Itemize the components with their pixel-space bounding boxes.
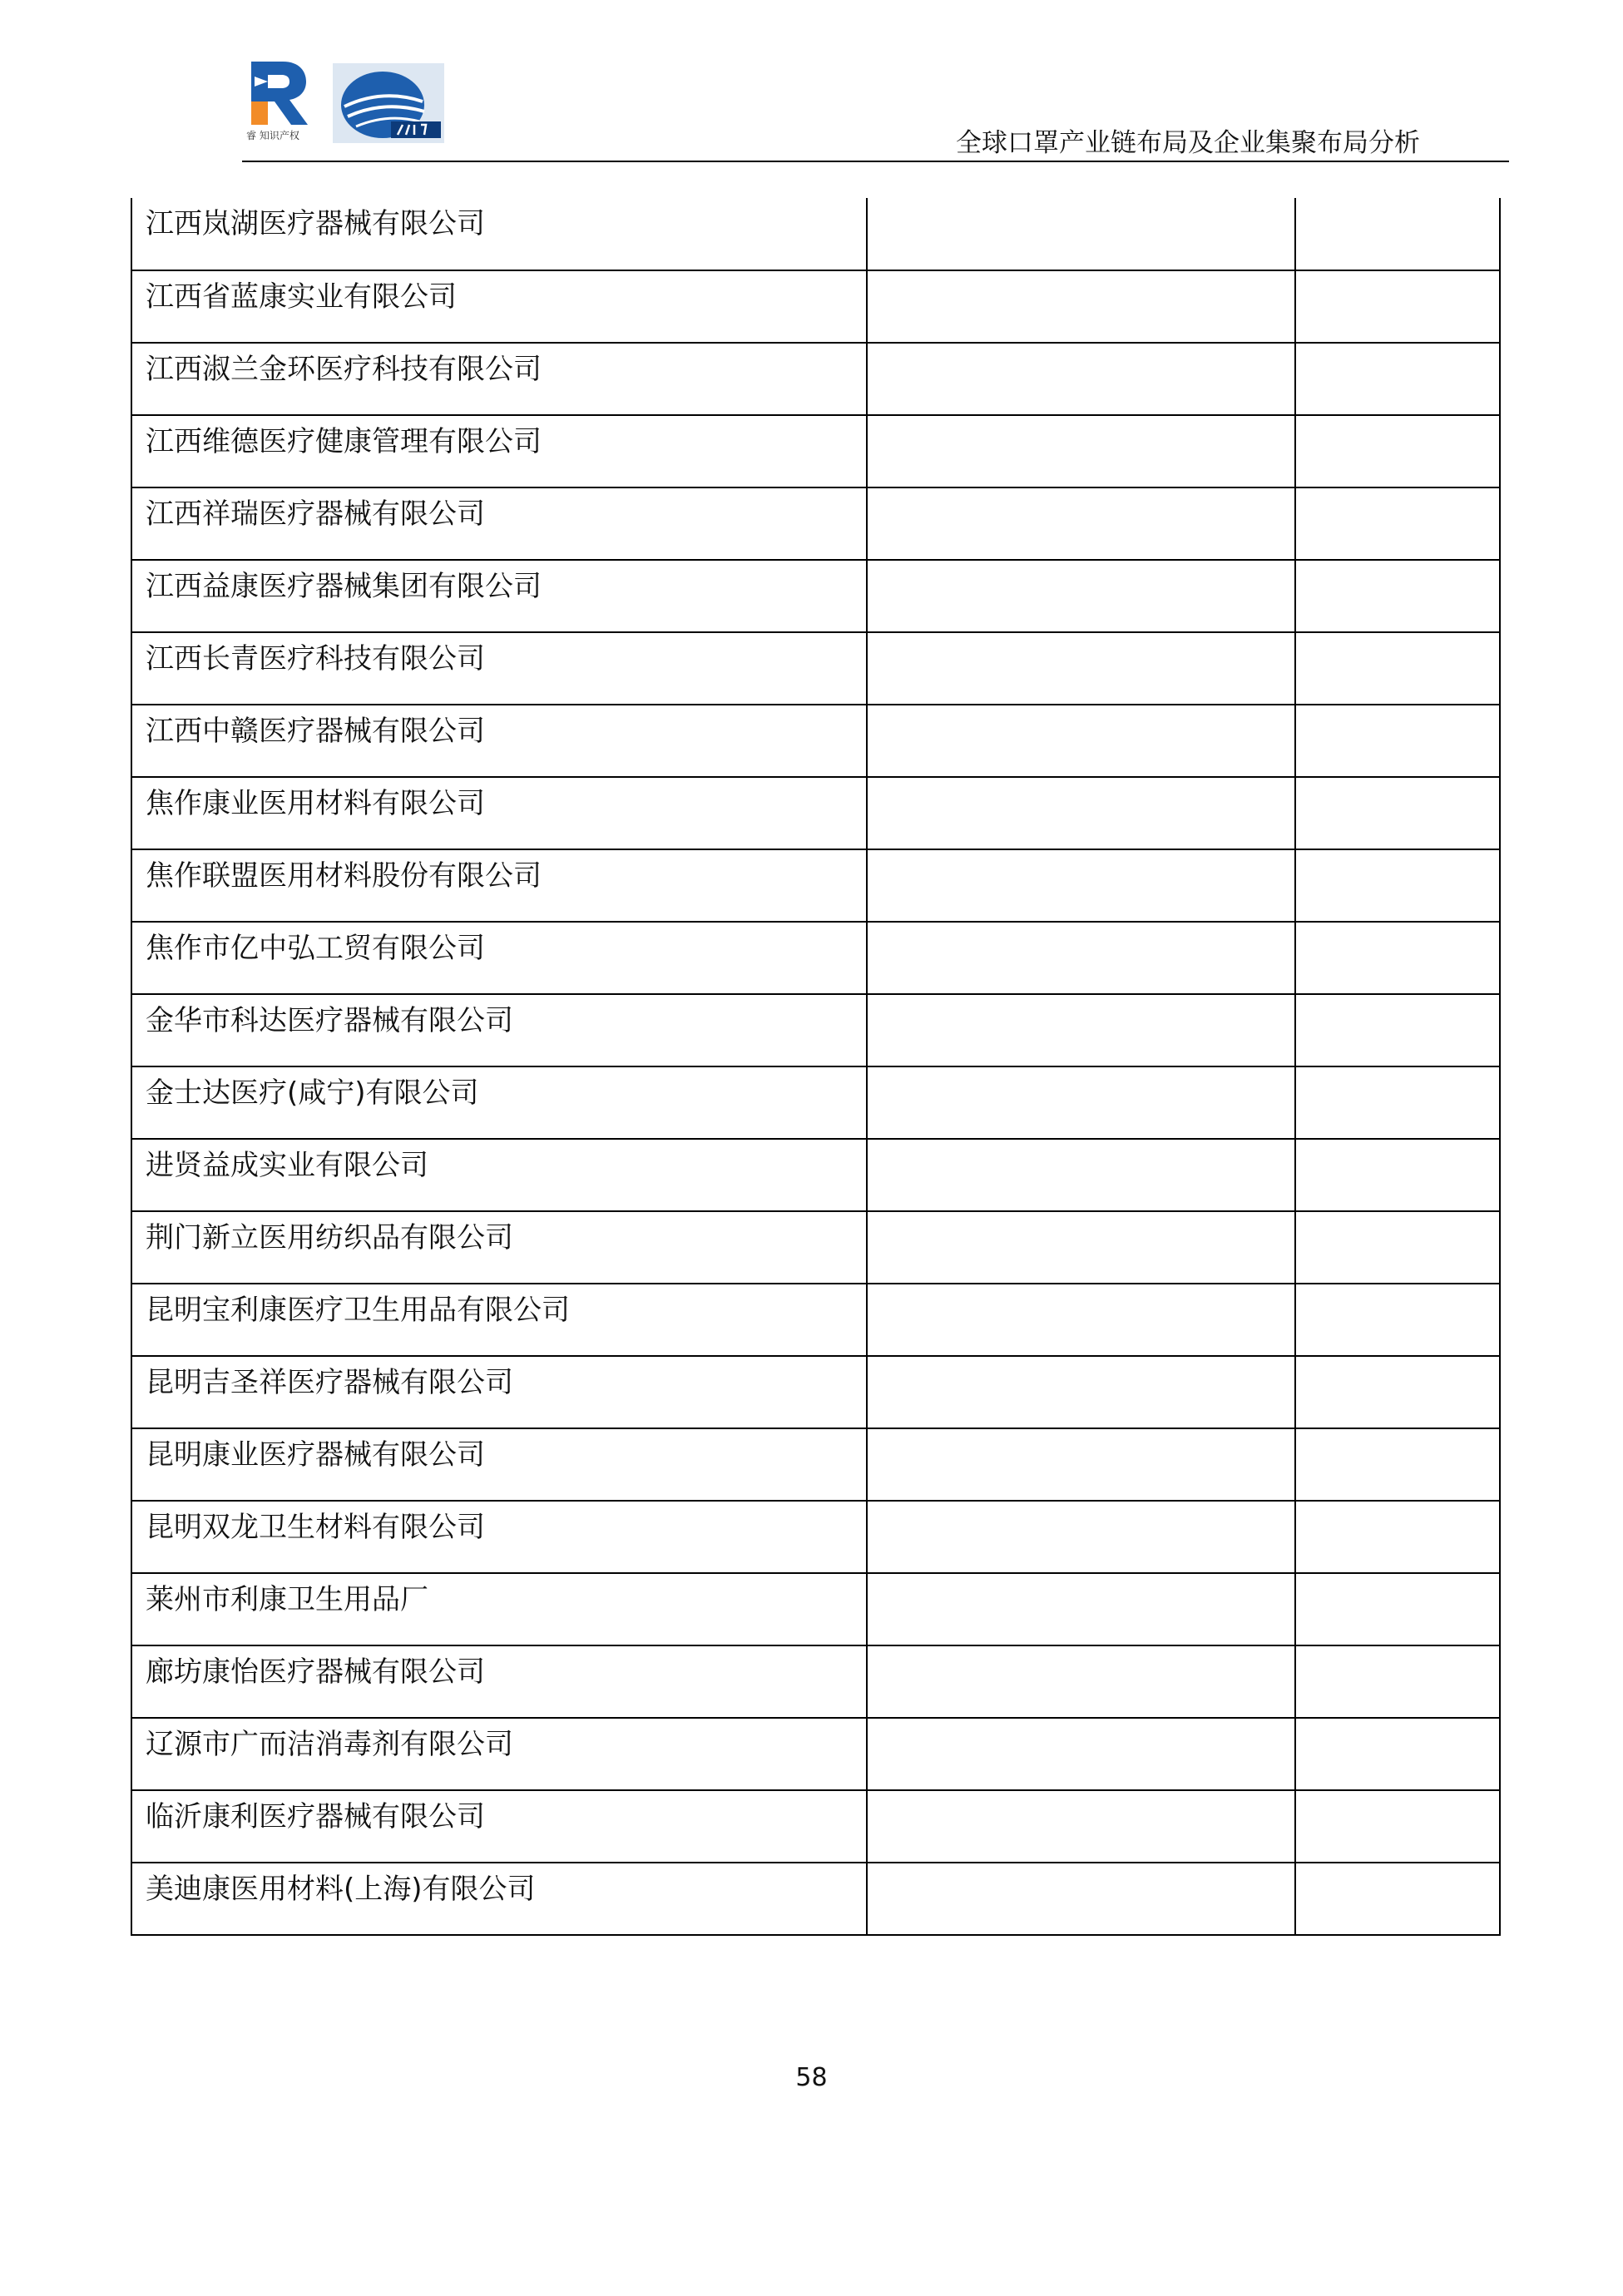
empty-cell <box>1295 1356 1500 1428</box>
empty-cell <box>867 1863 1295 1935</box>
table-row <box>131 1718 1500 1790</box>
company-name-cell <box>131 1428 867 1501</box>
company-name: 廊坊康怡医疗器械有限公司 <box>146 1655 485 1689</box>
company-name: 辽源市广而洁消毒剂有限公司 <box>146 1728 513 1761</box>
table-row <box>131 1139 1500 1211</box>
table-row <box>131 1066 1500 1139</box>
empty-cell <box>1295 1139 1500 1211</box>
company-name: 江西淑兰金环医疗科技有限公司 <box>146 353 542 386</box>
empty-cell <box>867 849 1295 922</box>
empty-cell <box>1295 560 1500 632</box>
empty-cell <box>1295 922 1500 994</box>
rui-ip-logo <box>246 58 311 148</box>
company-name-cell <box>131 198 867 270</box>
company-name: 昆明康业医疗器械有限公司 <box>146 1438 485 1472</box>
company-table <box>131 198 1501 1936</box>
company-name: 焦作联盟医用材料股份有限公司 <box>146 859 542 893</box>
empty-cell <box>867 922 1295 994</box>
empty-cell <box>1295 632 1500 705</box>
table-row <box>131 994 1500 1066</box>
table-row <box>131 1211 1500 1284</box>
empty-cell <box>1295 1284 1500 1356</box>
table-row <box>131 1863 1500 1935</box>
table-row <box>131 632 1500 705</box>
company-name-cell <box>131 270 867 343</box>
company-name: 江西中赣医疗器械有限公司 <box>146 715 485 748</box>
company-name: 莱州市利康卫生用品厂 <box>146 1583 428 1616</box>
company-name: 美迪康医用材料(上海)有限公司 <box>146 1873 536 1906</box>
company-name: 江西维德医疗健康管理有限公司 <box>146 425 542 458</box>
table-row <box>131 849 1500 922</box>
company-name: 江西益康医疗器械集团有限公司 <box>146 570 542 603</box>
empty-cell <box>1295 343 1500 415</box>
table-row <box>131 1573 1500 1645</box>
company-name: 金华市科达医疗器械有限公司 <box>146 1004 513 1037</box>
company-name: 金士达医疗(咸宁)有限公司 <box>146 1076 479 1110</box>
empty-cell <box>1295 994 1500 1066</box>
company-name: 临沂康利医疗器械有限公司 <box>146 1800 485 1833</box>
table-row <box>131 705 1500 777</box>
company-name-cell <box>131 705 867 777</box>
empty-cell <box>867 1645 1295 1718</box>
company-name-cell <box>131 777 867 849</box>
empty-cell <box>867 1066 1295 1139</box>
empty-cell <box>1295 1573 1500 1645</box>
page-number: 58 <box>795 2063 828 2092</box>
empty-cell <box>867 1428 1295 1501</box>
company-name-cell <box>131 1790 867 1863</box>
empty-cell <box>1295 777 1500 849</box>
company-name: 焦作康业医用材料有限公司 <box>146 787 485 820</box>
empty-cell <box>867 994 1295 1066</box>
company-name-cell <box>131 1718 867 1790</box>
empty-cell <box>867 343 1295 415</box>
company-name: 荆门新立医用纺织品有限公司 <box>146 1221 513 1254</box>
empty-cell <box>867 1573 1295 1645</box>
company-name-cell <box>131 922 867 994</box>
company-name: 昆明宝利康医疗卫生用品有限公司 <box>146 1294 570 1327</box>
table-row <box>131 343 1500 415</box>
empty-cell <box>867 198 1295 270</box>
empty-cell <box>867 1790 1295 1863</box>
table-row <box>131 198 1500 270</box>
company-name: 江西岚湖医疗器械有限公司 <box>146 207 485 240</box>
company-name: 昆明吉圣祥医疗器械有限公司 <box>146 1366 513 1399</box>
company-name: 进贤益成实业有限公司 <box>146 1149 428 1182</box>
table-row <box>131 560 1500 632</box>
table-row <box>131 922 1500 994</box>
company-table-body <box>131 198 1500 1935</box>
company-name-cell <box>131 415 867 487</box>
empty-cell <box>867 1718 1295 1790</box>
company-name-cell <box>131 1211 867 1284</box>
company-name-cell <box>131 1066 867 1139</box>
header-title: 全球口罩产业链布局及企业集聚布局分析 <box>956 128 1420 158</box>
company-name: 江西长青医疗科技有限公司 <box>146 642 485 675</box>
table-row <box>131 415 1500 487</box>
empty-cell <box>867 270 1295 343</box>
empty-cell <box>867 777 1295 849</box>
company-table-wrapper <box>131 198 1499 1936</box>
empty-cell <box>1295 1863 1500 1935</box>
company-name-cell <box>131 560 867 632</box>
header-rule <box>242 161 1509 162</box>
empty-cell <box>867 705 1295 777</box>
empty-cell <box>867 1284 1295 1356</box>
empty-cell <box>1295 1790 1500 1863</box>
table-row <box>131 777 1500 849</box>
empty-cell <box>867 560 1295 632</box>
company-name: 焦作市亿中弘工贸有限公司 <box>146 932 485 965</box>
company-name: 江西祥瑞医疗器械有限公司 <box>146 497 485 531</box>
table-row <box>131 1790 1500 1863</box>
company-name-cell <box>131 1284 867 1356</box>
empty-cell <box>1295 1718 1500 1790</box>
rui-r-letter-icon <box>246 58 311 126</box>
empty-cell <box>1295 487 1500 560</box>
company-name-cell <box>131 1139 867 1211</box>
company-name-cell <box>131 1863 867 1935</box>
company-name-cell <box>131 487 867 560</box>
table-row <box>131 1501 1500 1573</box>
table-row <box>131 1284 1500 1356</box>
table-row <box>131 487 1500 560</box>
empty-cell <box>1295 1501 1500 1573</box>
company-name-cell <box>131 1645 867 1718</box>
empty-cell <box>1295 198 1500 270</box>
company-name: 江西省蓝康实业有限公司 <box>146 280 457 314</box>
empty-cell <box>867 415 1295 487</box>
table-row <box>131 1428 1500 1501</box>
empty-cell <box>1295 270 1500 343</box>
empty-cell <box>867 1356 1295 1428</box>
empty-cell <box>1295 705 1500 777</box>
logo-caption: 睿 知识产权 <box>246 130 299 141</box>
empty-cell <box>1295 1645 1500 1718</box>
table-row <box>131 1356 1500 1428</box>
company-name-cell <box>131 849 867 922</box>
company-name-cell <box>131 1501 867 1573</box>
empty-cell <box>867 487 1295 560</box>
company-name: 昆明双龙卫生材料有限公司 <box>146 1511 485 1544</box>
empty-cell <box>867 1501 1295 1573</box>
empty-cell <box>1295 415 1500 487</box>
table-row <box>131 270 1500 343</box>
company-name-cell <box>131 343 867 415</box>
empty-cell <box>867 1139 1295 1211</box>
company-name-cell <box>131 1356 867 1428</box>
company-name-cell <box>131 1573 867 1645</box>
empty-cell <box>867 1211 1295 1284</box>
empty-cell <box>867 632 1295 705</box>
empty-cell <box>1295 1211 1500 1284</box>
company-name-cell <box>131 632 867 705</box>
empty-cell <box>1295 1428 1500 1501</box>
empty-cell <box>1295 849 1500 922</box>
company-name-cell <box>131 994 867 1066</box>
table-row <box>131 1645 1500 1718</box>
sitd-globe-logo <box>333 63 444 143</box>
empty-cell <box>1295 1066 1500 1139</box>
